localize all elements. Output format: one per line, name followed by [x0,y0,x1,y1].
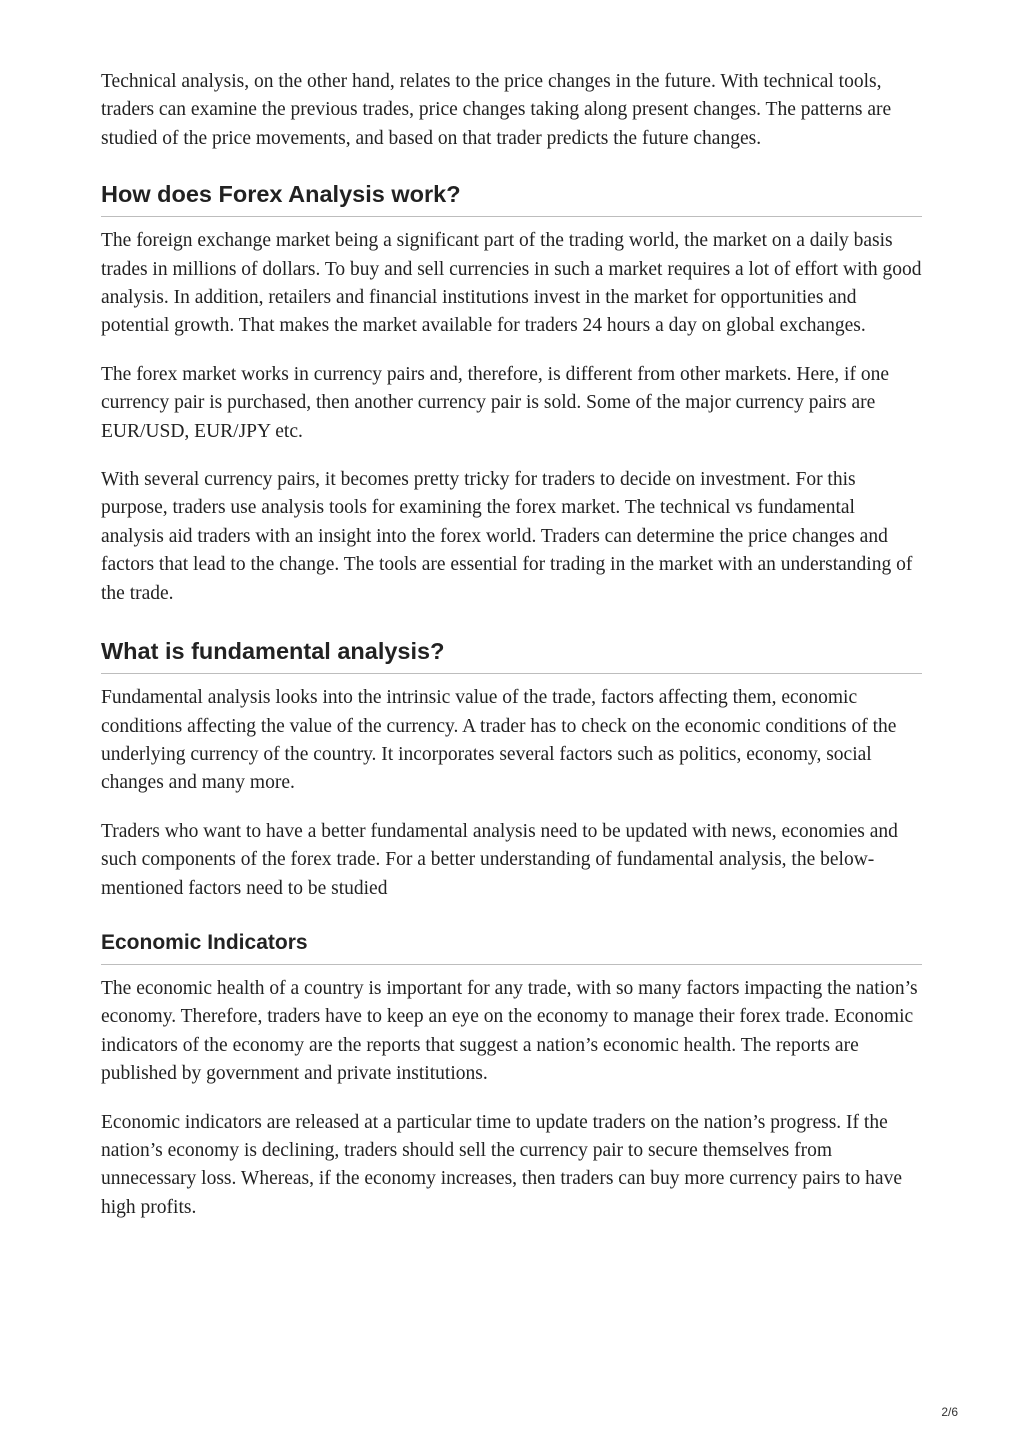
intro-paragraph: Technical analysis, on the other hand, relates to the price changes in the future. With technical tools, traders can examine the previous trades, price changes taking along present changes. The patterns are studied of the price movements, and based on that trader predicts the future changes. [101,71,892,149]
paragraph: With several currency pairs, it becomes pretty tricky for traders to decide on investment. For this purpose, traders use analysis tools for examining the forex market. The technical vs fundamental analysis aid traders with an insight into the forex world. Traders can determine the price changes and factors that lead to the change. The tools are essential for trading in the market with an understanding of the trade. [101,469,913,604]
paragraph: The economic health of a country is important for any trade, with so many factors impacting the nation’s economy. Therefore, traders have to keep an eye on the economy to manage their forex trade. Economic indicators of the economy are the reports that suggest a nation’s economic health. The reports are published by government and private institutions. [101,977,918,1085]
section-fundamental-analysis [101,636,922,903]
paragraph: Economic indicators are released at a particular time to update traders on the nation’s progress. If the nation’s economy is declining, traders should sell the currency pair to secure themselves from unnecessary loss. Whereas, if the economy increases, then traders can buy more currency pairs to have high profits. [101,1111,902,1218]
paragraph: The foreign exchange market being a significant part of the trading world, the market on a daily basis trades in millions of dollars. To buy and sell currencies in such a market requires a lot of effort with good analysis. In addition, retailers and financial institutions invest in the market for opportunities and potential growth. That makes the market available for traders 24 hours a day on global exchanges. [101,230,922,337]
section-heading-forex-analysis: How does Forex Analysis work? [101,179,922,217]
subsection-heading-economic-indicators: Economic Indicators [101,929,922,965]
section-forex-analysis [101,179,922,608]
section-economic-indicators [101,929,922,1222]
document-page [101,68,922,1242]
paragraph: Fundamental analysis looks into the intrinsic value of the trade, factors affecting them, economic conditions affecting the value of the currency. A trader has to check on the economic conditions of the underlying currency of the country. It incorporates several factors such as politics, economy, social changes and many more. [101,687,897,794]
paragraph: The forex market works in currency pairs and, therefore, is different from other markets. Here, if one currency pair is purchased, then another currency pair is sold. Some of the major currency pairs are EUR/USD, EUR/JPY etc. [101,363,889,442]
page-number: 2/6 [941,1405,958,1419]
section-heading-fundamental-analysis: What is fundamental analysis? [101,636,922,674]
paragraph: Traders who want to have a better fundamental analysis need to be updated with news, economies and such components of the forex trade. For a better understanding of fundamental analysis, the below-mentioned factors need to be studied [101,820,898,899]
